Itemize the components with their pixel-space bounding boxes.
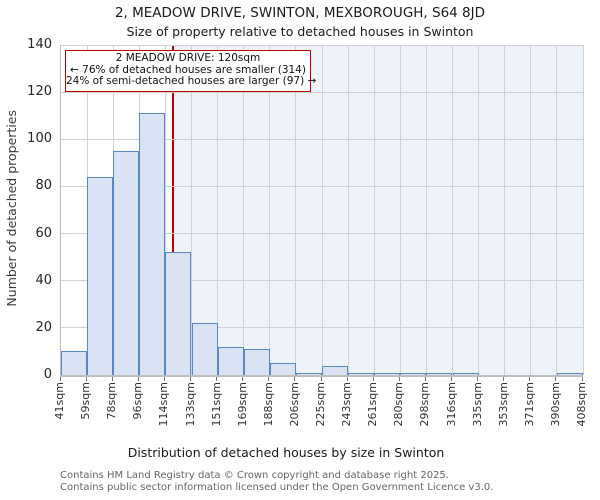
histogram-bar	[296, 373, 322, 375]
x-tick-mark	[373, 377, 374, 381]
histogram-bar	[244, 349, 270, 375]
histogram-bar	[374, 373, 400, 375]
x-tick-mark	[529, 377, 530, 381]
gridline-vertical	[295, 45, 296, 375]
x-tick-mark	[190, 377, 191, 381]
gridline-vertical	[530, 45, 531, 375]
gridline-vertical	[583, 45, 584, 375]
histogram-bar	[453, 373, 479, 375]
annotation-smaller-line: ← 76% of detached houses are smaller (314)	[70, 63, 306, 76]
gridline-vertical	[243, 45, 244, 375]
x-tick-label: 206sqm	[287, 382, 301, 427]
x-tick-label: 59sqm	[79, 382, 93, 420]
histogram-bar	[270, 363, 296, 375]
gridline-vertical	[556, 45, 557, 375]
histogram-bar	[557, 373, 583, 375]
chart-title: 2, MEADOW DRIVE, SWINTON, MEXBOROUGH, S64 8JD	[114, 5, 486, 21]
x-tick-mark	[294, 377, 295, 381]
x-tick-mark	[503, 377, 504, 381]
x-tick-label: 335sqm	[470, 382, 484, 427]
histogram-bar	[113, 151, 139, 375]
annotation-title: 2 MEADOW DRIVE: 120sqm	[115, 52, 261, 64]
gridline-vertical	[400, 45, 401, 375]
histogram-bar	[139, 113, 165, 375]
x-tick-mark	[86, 377, 87, 381]
x-tick-label: 353sqm	[496, 382, 510, 427]
gridline-vertical	[374, 45, 375, 375]
histogram-bar	[348, 373, 374, 375]
plot-area	[60, 45, 583, 377]
y-tick-label: 20	[35, 319, 52, 335]
x-tick-label: 371sqm	[522, 382, 536, 427]
x-tick-label: 261sqm	[366, 382, 380, 427]
x-tick-mark	[216, 377, 217, 381]
x-tick-label: 169sqm	[235, 382, 249, 427]
gridline-vertical	[504, 45, 505, 375]
histogram-bar	[400, 373, 426, 375]
larger-region-shading	[173, 45, 583, 375]
gridline-vertical	[452, 45, 453, 375]
y-tick-label: 40	[35, 272, 52, 288]
histogram-bar	[192, 323, 218, 375]
x-tick-label: 298sqm	[418, 382, 432, 427]
x-tick-mark	[138, 377, 139, 381]
histogram-bar	[426, 373, 452, 375]
gridline-vertical	[322, 45, 323, 375]
histogram-bar	[61, 351, 87, 375]
x-tick-mark	[451, 377, 452, 381]
x-tick-mark	[399, 377, 400, 381]
x-tick-label: 151sqm	[209, 382, 223, 427]
y-tick-label: 100	[27, 131, 52, 147]
y-tick-label: 140	[27, 37, 52, 52]
x-tick-label: 316sqm	[444, 382, 458, 427]
x-tick-mark	[425, 377, 426, 381]
x-tick-label: 114sqm	[157, 382, 171, 427]
x-tick-label: 243sqm	[340, 382, 354, 427]
x-tick-mark	[555, 377, 556, 381]
gridline-vertical	[426, 45, 427, 375]
y-tick-label: 80	[35, 178, 52, 194]
footer-line-2: Contains public sector information licensed under the Open Government Licence v3.0.	[60, 481, 494, 493]
annotation-box	[65, 50, 317, 92]
x-tick-label: 280sqm	[392, 382, 406, 427]
x-tick-label: 390sqm	[548, 382, 562, 427]
x-tick-label: 78sqm	[105, 382, 119, 420]
x-tick-label: 188sqm	[261, 382, 275, 427]
chart-subtitle: Size of property relative to detached houses in Swinton	[126, 24, 474, 39]
footer-line-1: Contains HM Land Registry data © Crown copyright and database right 2025.	[60, 470, 449, 481]
y-tick-label: 120	[27, 84, 52, 100]
x-tick-mark	[242, 377, 243, 381]
y-axis-title: Number of detached properties	[4, 110, 19, 307]
gridline-vertical	[348, 45, 349, 375]
gridline-vertical	[269, 45, 270, 375]
x-tick-label: 408sqm	[575, 382, 588, 427]
x-tick-label: 96sqm	[131, 382, 145, 420]
y-tick-label: 0	[43, 367, 52, 382]
x-tick-mark	[582, 377, 583, 381]
x-tick-label: 225sqm	[314, 382, 327, 427]
y-tick-label: 60	[35, 225, 52, 241]
histogram-bar	[165, 252, 191, 375]
x-axis-title: Distribution of detached houses by size in Swinton	[127, 445, 445, 460]
x-tick-mark	[112, 377, 113, 381]
x-tick-label: 41sqm	[53, 382, 66, 420]
footer-attribution	[60, 470, 493, 493]
x-tick-mark	[60, 377, 61, 381]
x-tick-label: 133sqm	[183, 382, 197, 427]
x-tick-mark	[268, 377, 269, 381]
x-tick-mark	[164, 377, 165, 381]
histogram-bar	[218, 347, 244, 375]
x-tick-mark	[321, 377, 322, 381]
x-tick-mark	[477, 377, 478, 381]
x-tick-mark	[347, 377, 348, 381]
histogram-bar	[87, 177, 113, 375]
gridline-vertical	[478, 45, 479, 375]
annotation-larger-line: 24% of semi-detached houses are larger (97) →	[66, 75, 317, 87]
histogram-bar	[322, 366, 348, 375]
